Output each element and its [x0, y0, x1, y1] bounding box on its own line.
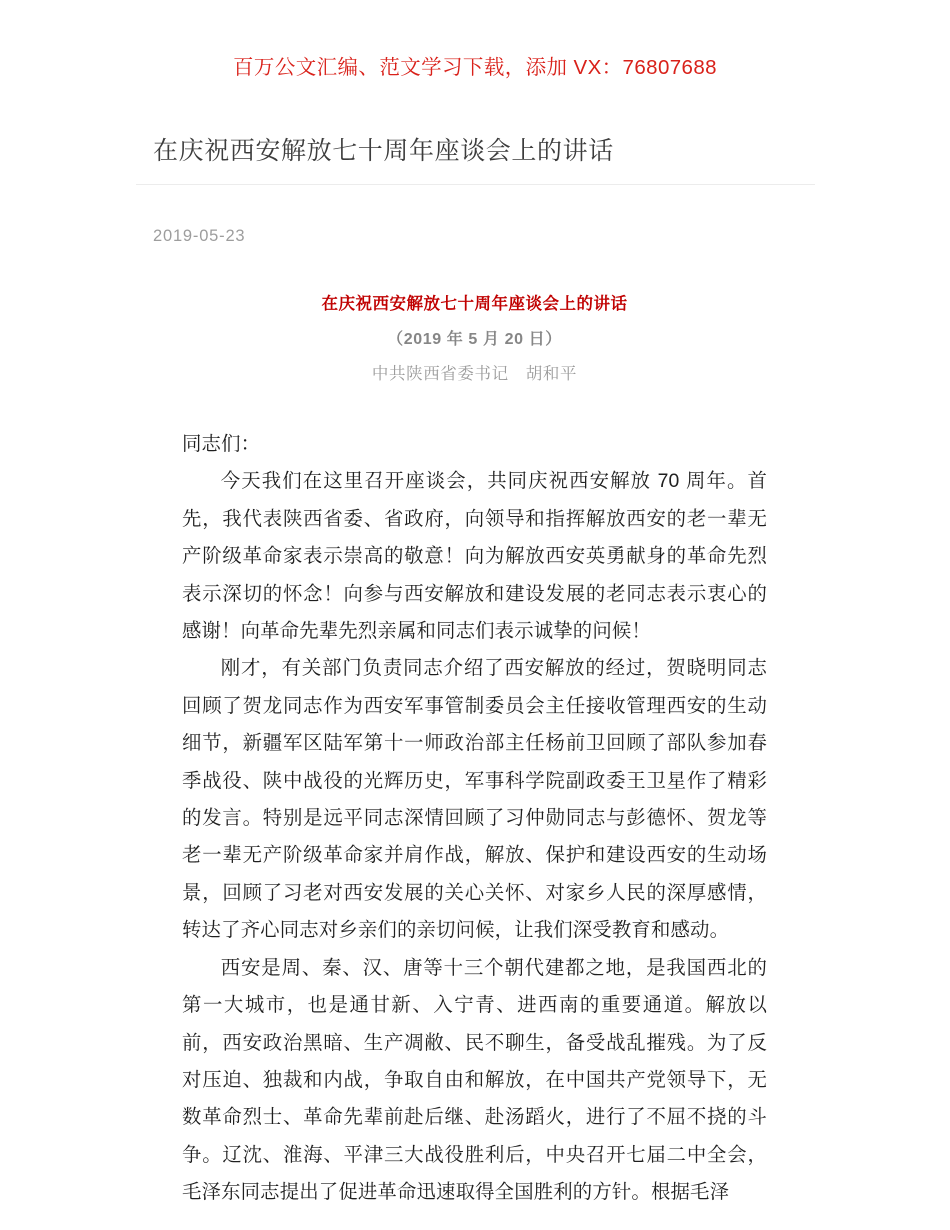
article-publish-date: 2019-05-23 [153, 227, 246, 245]
document-paragraphs [182, 426, 767, 1212]
document-author-line: 中共陕西省委书记 胡和平 [371, 365, 578, 383]
promo-banner-text: 百万公文汇编、范文学习下载，添加 VX：76807688 [233, 56, 717, 79]
paragraph-body: 西安是周、秦、汉、唐等十三个朝代建都之地，是我国西北的第一大城市，也是通甘新、入宁青、进西南的重要通道。解放以前，西安政治黑暗、生产凋敝、民不聊生，备受战乱摧残。为了反对压迫、独裁和内战，争取自由和解放，在中国共产党领导下，无数革命烈士、革命先辈前赴后继、赴汤蹈火，进行了不屈不挠的斗争。辽沈、淮海、平津三大战役胜利后，中央召开七届二中全会，毛泽东同志提出了促进革命迅速取得全国胜利的方针。根据毛泽 [182, 956, 767, 1204]
page-title: 在庆祝西安解放七十周年座谈会上的讲话 [153, 137, 614, 165]
promo-banner [0, 50, 950, 80]
paragraph-salutation: 同志们： [182, 433, 261, 455]
paragraph-body: 刚才，有关部门负责同志介绍了西安解放的经过，贺晓明同志回顾了贺龙同志作为西安军事管制委员会主任接收管理西安的生动细节，新疆军区陆军第十一师政治部主任杨前卫回顾了部队参加春季战役、陕中战役的光辉历史，军事科学院副政委王卫星作了精彩的发言。特别是远平同志深情回顾了习仲勋同志与彭德怀、贺龙等老一辈无产阶级革命家并肩作战，解放、保护和建设西安的生动场景，回顾了习老对西安发展的关心关怀、对家乡人民的深厚感情，转达了齐心同志对乡亲们的亲切问候，让我们深受教育和感动。 [182, 657, 767, 942]
paragraph-body: 今天我们在这里召开座谈会，共同庆祝西安解放 70 周年。首先，我代表陕西省委、省政府，向领导和指挥解放西安的老一辈无产阶级革命家表示崇高的敬意！向为解放西安英勇献身的革命先烈表示深切的怀念！向参与西安解放和建设发展的老同志表示衷心的感谢！向革命先辈先烈亲属和同志们表示诚挚的问候！ [182, 470, 767, 643]
header-divider [136, 184, 815, 185]
document-date-line: （2019 年 5 月 20 日） [387, 331, 562, 348]
article-header [136, 133, 816, 169]
document-heading: 在庆祝西安解放七十周年座谈会上的讲话 [321, 295, 628, 313]
document-content [182, 292, 767, 1212]
